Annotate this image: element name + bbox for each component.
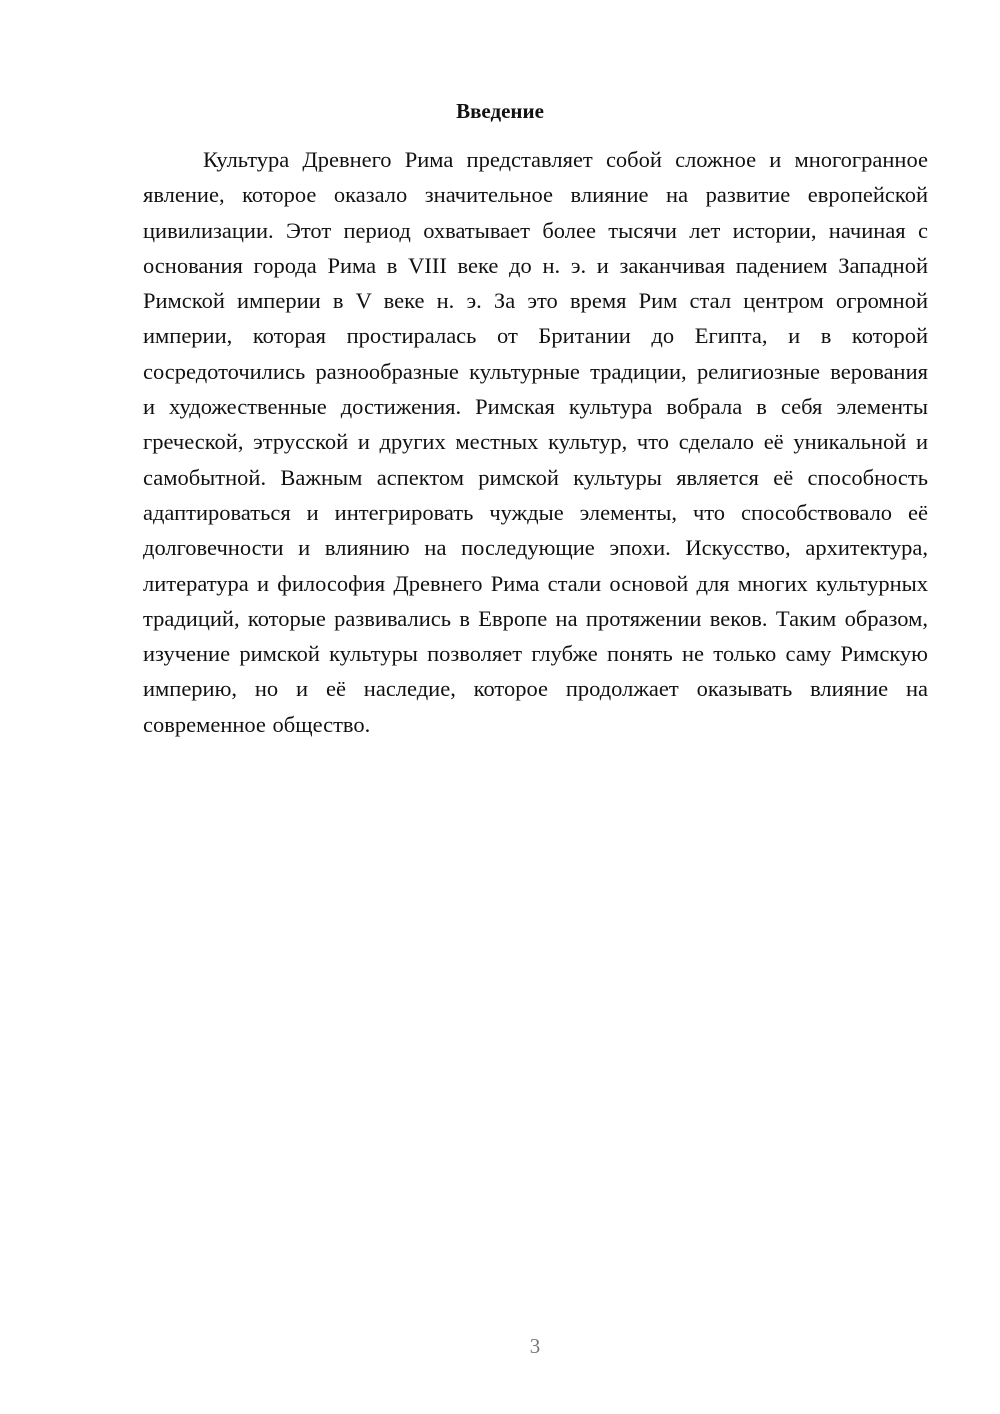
body-paragraph: Культура Древнего Рима представляет собой сложное и многогранное явление, которое оказало значительное влияние на развитие европейской цивилизации. Этот период охватывает более тысячи лет истории, начиная с основания города Рима в VIII веке до н. э. и заканчивая падением Западной Римской империи в V веке н. э. За это время Рим стал центром огромной империи, которая простиралась от Британии до Египта, и в которой сосредоточились разнообразные культурные традиции, религиозные верования и художественные достижения. Римская культура вобрала в себя элементы греческой, этрусской и других местных культур, что сделало её уникальной и самобытной. Важным аспектом римской культуры является её способность адаптироваться и интегрировать чуждые элементы, что способствовало её долговечности и влиянию на последующие эпохи. Искусство, архитектура, литература и философия Древнего Рима стали основой для многих культурных традиций, которые развивались в Европе на протяжении веков. Таким образом, изучение римской культуры позволяет глубже понять не только саму Римскую империю, но и её наследие, которое продолжает оказывать влияние на современное общество. [143, 147, 928, 737]
page-number: 3 [529, 1334, 541, 1358]
section-heading: Введение [456, 99, 544, 123]
